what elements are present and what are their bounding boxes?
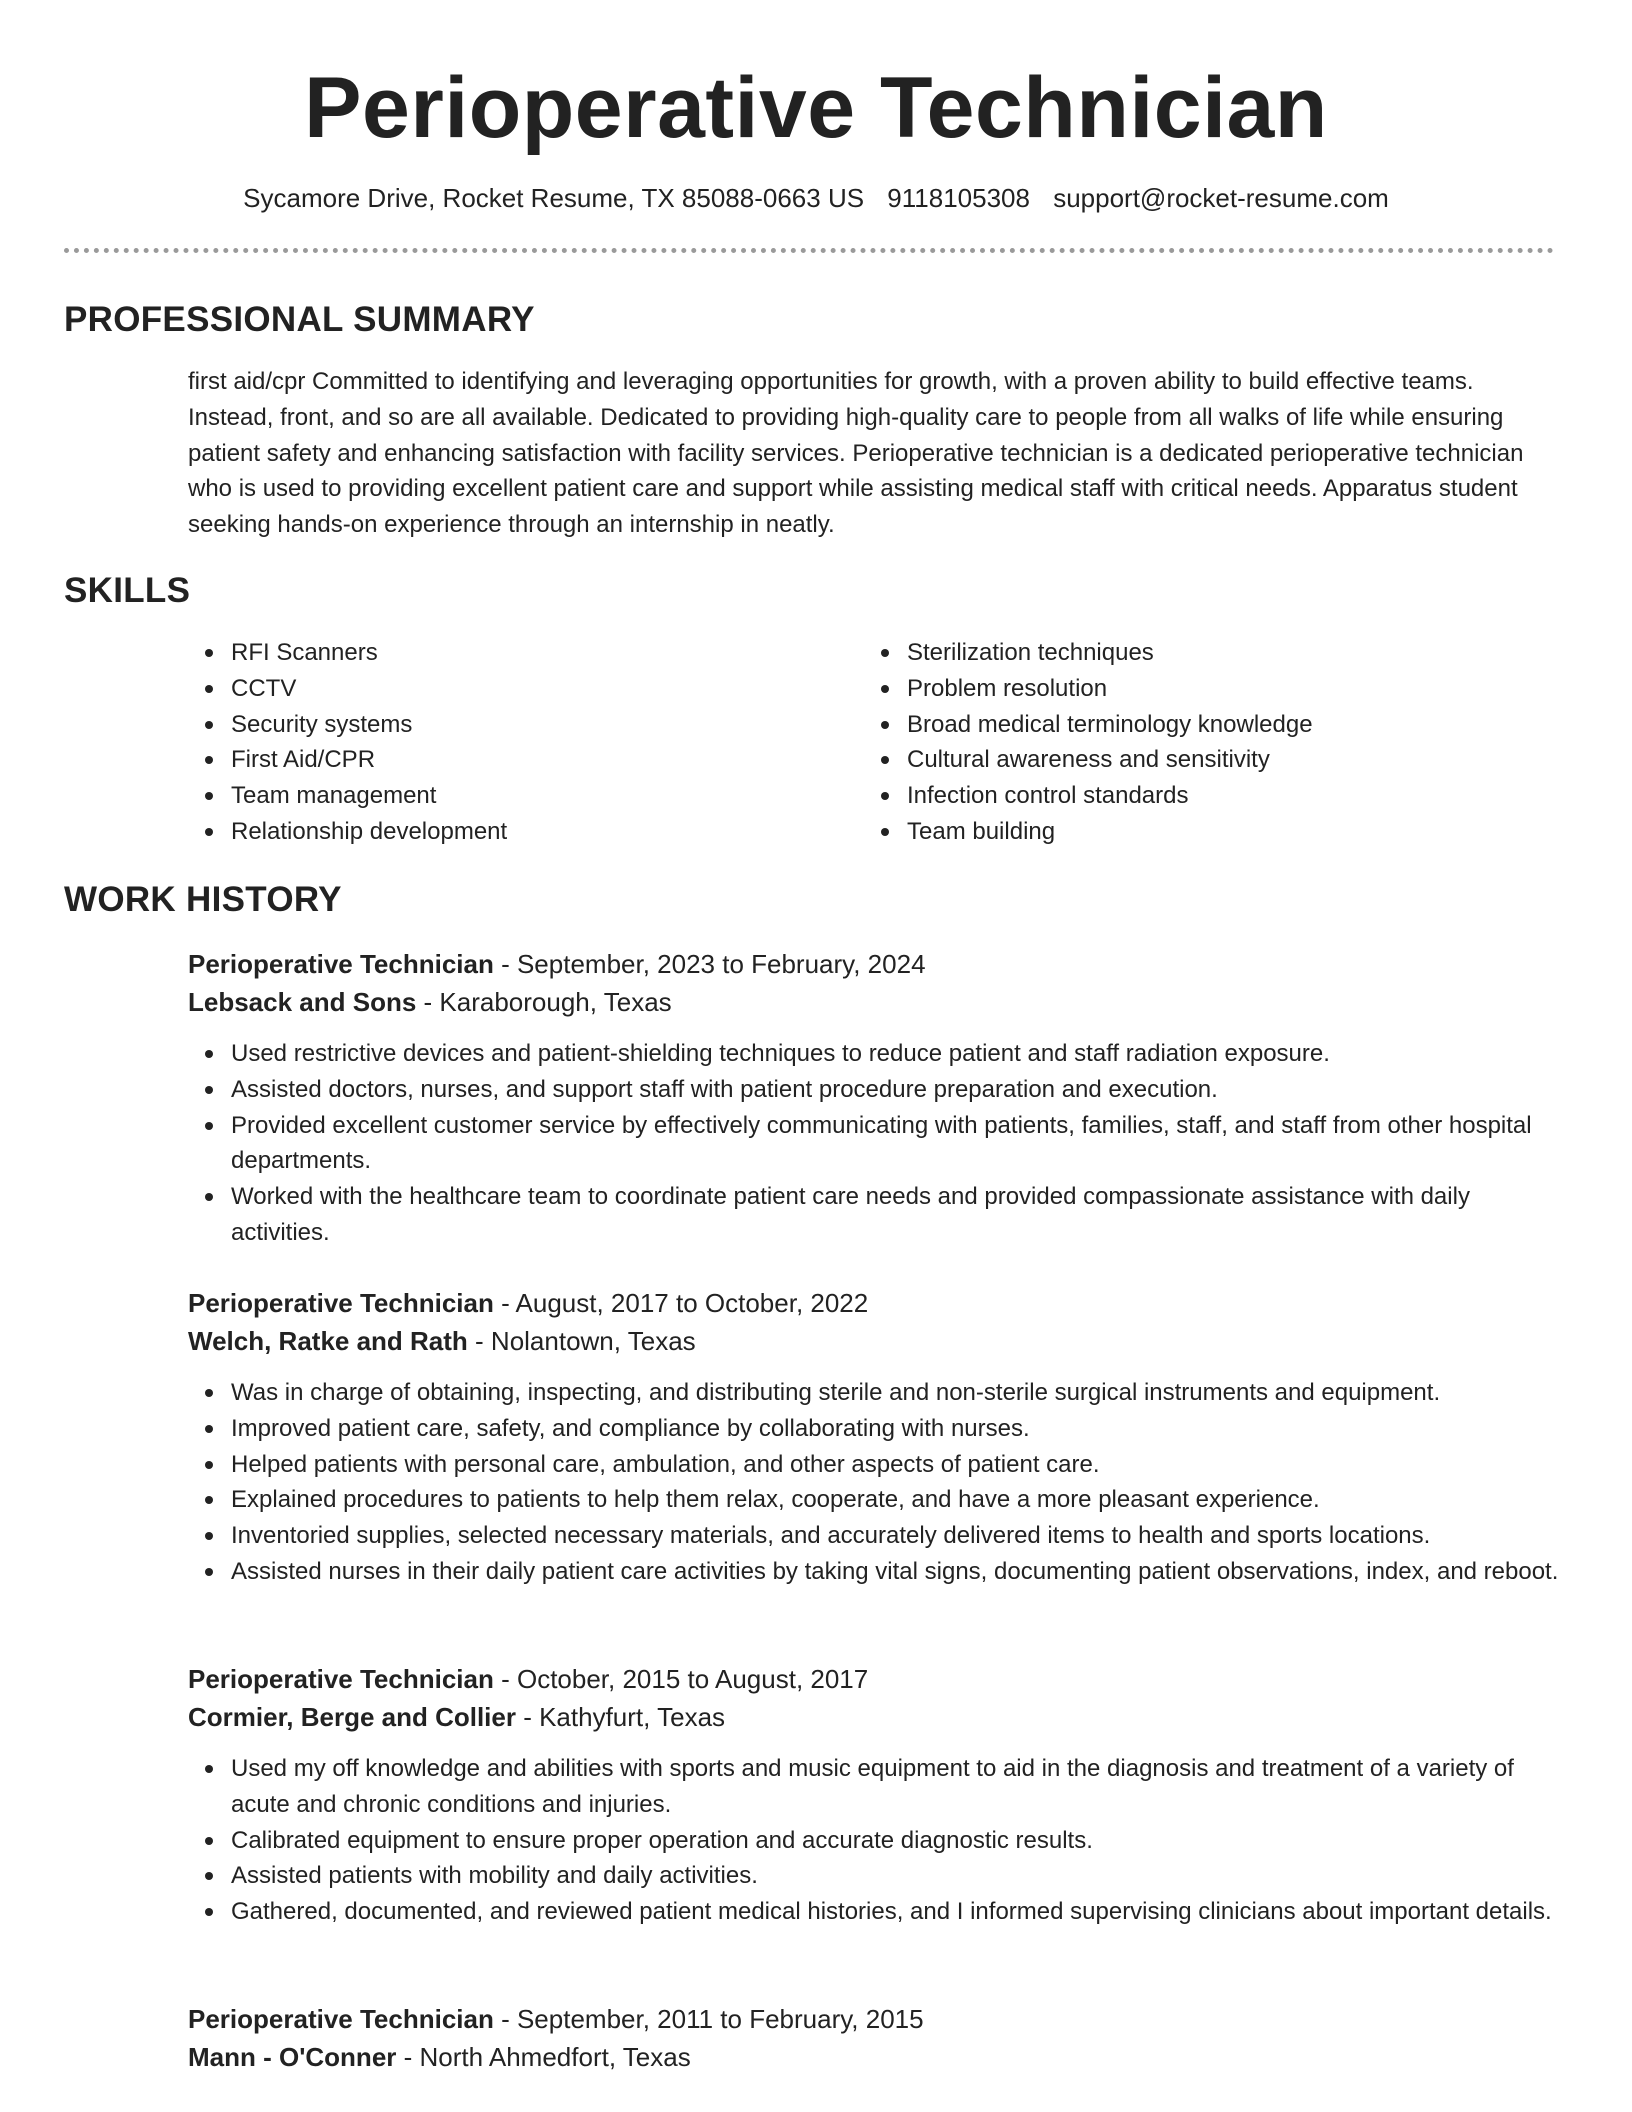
job-bullet: Helped patients with personal care, ambulation, and other aspects of patient care. [188,1447,1563,1483]
resume-name: Perioperative Technician [304,60,1328,156]
job-bullet: Worked with the healthcare team to coordinate patient care needs and provided compassionate assistance with daily activities. [188,1179,1563,1251]
job-location: - Kathyfurt, Texas [515,1702,726,1732]
job-bullet: Gathered, documented, and reviewed patient medical histories, and I informed supervising clinicians about important details. [188,1894,1563,1930]
contact-line [0,180,1632,216]
job-company: Cormier, Berge and Collier [188,1702,516,1732]
skill-item: Broad medical terminology knowledge [864,707,1554,743]
job-company: Lebsack and Sons [188,987,417,1017]
job-location: - Nolantown, Texas [467,1326,696,1356]
skill-item: Team building [864,814,1554,850]
job-bullet: Used restrictive devices and patient-shielding techniques to reduce patient and staff radiation exposure. [188,1036,1563,1072]
skill-item: Relationship development [188,814,828,850]
job-bullet: Assisted nurses in their daily patient care activities by taking vital signs, documenting patient observations, index, and reboot. [188,1554,1563,1590]
skill-item: Infection control standards [864,778,1554,814]
job-dates: - October, 2015 to August, 2017 [493,1664,869,1694]
job-bullet: Used my off knowledge and abilities with sports and music equipment to aid in the diagnosis and treatment of a variety of acute and chronic conditions and injuries. [188,1751,1563,1823]
skills-heading: SKILLS [64,571,191,610]
skill-item: CCTV [188,671,828,707]
skill-item: Sterilization techniques [864,635,1554,671]
job-dates: - August, 2017 to October, 2022 [493,1288,869,1318]
job-title-line [188,1661,868,1697]
job-bullets [188,1036,1563,1251]
job-bullets [188,1751,1563,1930]
job-company-line [188,2039,691,2075]
job-title: Perioperative Technician [188,1664,494,1694]
job-company-line [188,1699,725,1735]
job-company-line [188,1323,696,1359]
summary-heading: PROFESSIONAL SUMMARY [64,300,535,339]
job-bullet: Assisted patients with mobility and daily activities. [188,1858,1563,1894]
skill-item: First Aid/CPR [188,742,828,778]
skill-item: Cultural awareness and sensitivity [864,742,1554,778]
job-bullets [188,1375,1563,1590]
job-dates: - September, 2011 to February, 2015 [493,2004,924,2034]
job-title: Perioperative Technician [188,949,494,979]
job-title: Perioperative Technician [188,1288,494,1318]
contact-phone: 9118105308 [887,183,1030,213]
header-divider [64,248,1554,253]
job-bullet: Calibrated equipment to ensure proper operation and accurate diagnostic results. [188,1823,1563,1859]
job-bullet: Assisted doctors, nurses, and support staff with patient procedure preparation and execution. [188,1072,1563,1108]
skills-list-left [188,635,828,850]
job-title: Perioperative Technician [188,2004,494,2034]
job-company: Mann - O'Conner [188,2042,397,2072]
job-bullet: Inventoried supplies, selected necessary materials, and accurately delivered items to health and sports locations. [188,1518,1563,1554]
skill-item: Problem resolution [864,671,1554,707]
job-bullet: Improved patient care, safety, and compliance by collaborating with nurses. [188,1411,1563,1447]
summary-text: first aid/cpr Committed to identifying and leveraging opportunities for growth, with a proven ability to build effective teams. Instead, front, and so are all available. Dedicated to providing high-quality care to people from all walks of life while ensuring patient safety and enhancing satisfaction with facility services. Perioperative technician is a dedicated perioperative technician who is used to providing excellent patient care and support while assisting medical staff with critical needs. Apparatus student seeking hands-on experience through an internship in neatly. [188,368,1524,539]
contact-email: support@rocket-resume.com [1053,183,1389,213]
job-bullet: Explained procedures to patients to help them relax, cooperate, and have a more pleasant experience. [188,1482,1563,1518]
job-bullet: Provided excellent customer service by effectively communicating with patients, families, staff, and staff from other hospital departments. [188,1108,1563,1180]
job-title-line [188,1285,868,1321]
job-company-line [188,984,672,1020]
skill-item: Team management [188,778,828,814]
job-title-line [188,2001,924,2037]
work-history-heading: WORK HISTORY [64,880,342,919]
job-location: - Karaborough, Texas [416,987,672,1017]
job-company: Welch, Ratke and Rath [188,1326,468,1356]
job-dates: - September, 2023 to February, 2024 [493,949,926,979]
job-location: - North Ahmedfort, Texas [396,2042,691,2072]
skill-item: Security systems [188,707,828,743]
skills-list-right [864,635,1554,850]
contact-address: Sycamore Drive, Rocket Resume, TX 85088-0663 US [243,183,865,213]
job-bullet: Was in charge of obtaining, inspecting, and distributing sterile and non-sterile surgical instruments and equipment. [188,1375,1563,1411]
skill-item: RFI Scanners [188,635,828,671]
job-title-line [188,946,926,982]
